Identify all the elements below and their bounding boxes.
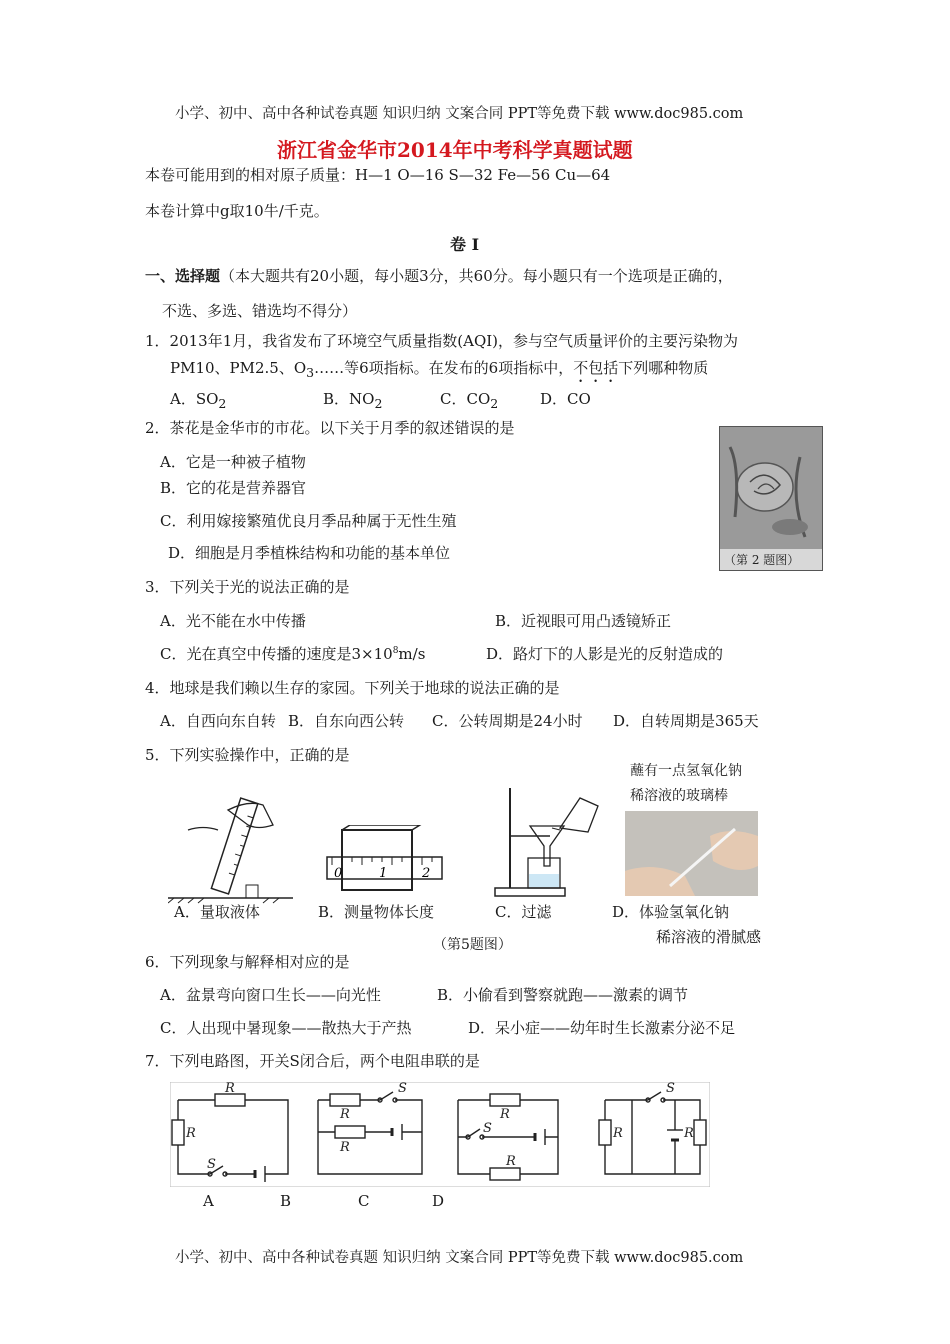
page-footer: 小学、初中、高中各种试卷真题 知识归纳 文案合同 PPT等免费下载 www.doc985.com [175,1250,744,1266]
q7-label-b: B [280,1192,292,1210]
q5-option-a: A．量取液体 [174,903,260,921]
q5-photo-label-1: 蘸有一点氢氧化钠 [630,763,742,779]
q4-option-b: B．自东向西公转 [288,712,405,730]
section-desc-2: 不选、多选、错选均不得分） [162,302,358,320]
q7-stem: 7．下列电路图，开关S闭合后，两个电阻串联的是 [145,1052,480,1070]
q5-fig-d-photo [625,811,758,896]
q3-option-a: A．光不能在水中传播 [160,612,306,630]
circuit-b-r-top: R [340,1107,350,1122]
q6-option-d: D．呆小症——幼年时生长激素分泌不足 [468,1019,736,1037]
q3-stem: 3．下列关于光的说法正确的是 [145,578,350,596]
q5-option-b: B．测量物体长度 [318,903,435,921]
circuit-d-s: S [666,1082,675,1096]
q7-circuit-diagrams [170,1082,710,1187]
circuit-b [318,1092,422,1174]
q2-stem: 2．茶花是金华市的市花。以下关于月季的叙述错误的是 [145,419,515,437]
q1-stem-line1: 1．2013年1月，我省发布了环境空气质量指数(AQI)，参与空气质量评价的主要污染物为 [145,332,739,350]
page-title: 浙江省金华市2014年中考科学真题试题 [277,138,633,162]
ruler-label-2: 2 [422,866,431,881]
flower-image [720,427,822,570]
circuit-c-r-bottom: R [506,1154,516,1169]
circuit-c-s: S [483,1121,492,1136]
q1-option-c-text: C．CO [440,390,491,408]
q5-option-c: C．过滤 [495,903,552,921]
q5-figure-caption: （第5题图） [433,937,512,953]
q3-option-b: B．近视眼可用凸透镜矫正 [495,612,672,630]
q5-photo-label-2: 稀溶液的玻璃棒 [630,788,728,804]
q1-line2-part-b: ……等6项指标。在发布的6项指标中， [314,359,574,377]
q1-option-a-text: A．SO [170,390,219,408]
circuit-b-r-mid: R [340,1140,350,1155]
circuit-a-r-left: R [186,1126,196,1141]
section-desc-1: （本大题共有20小题，每小题3分，共60分。每小题只有一个选项是正确的， [220,267,733,285]
q6-stem: 6．下列现象与解释相对应的是 [145,953,350,971]
q7-label-a: A [203,1192,214,1210]
q3-option-d: D．路灯下的人影是光的反射造成的 [486,645,724,663]
q3-option-c-sup: 8 [392,646,399,656]
circuit-d-r-left: R [613,1126,623,1141]
q2-option-c: C．利用嫁接繁殖优良月季品种属于无性生殖 [160,512,457,530]
circuit-a-r-top: R [225,1082,235,1096]
q1-option-a [170,388,226,411]
q5-option-d: D．体验氢氧化钠 [612,903,730,921]
q7-label-c: C [358,1192,370,1210]
q6-option-a: A．盆景弯向窗口生长——向光性 [160,986,381,1004]
q1-option-c [440,388,498,411]
q3-option-c-text: C．光在真空中传播的速度是3×10 [160,645,393,663]
q4-option-d: D．自转周期是365天 [613,712,759,730]
section-heading-line [145,265,733,286]
gravity-note: 本卷计算中g取10牛/千克。 [145,202,329,220]
ruler-label-0: 0 [334,866,343,881]
q2-option-b: B．它的花是营养器官 [160,479,307,497]
q4-option-c: C．公转周期是24小时 [432,712,583,730]
q1-line2-part-a: PM10、PM2.5、O [170,359,307,377]
q3-option-c-unit: m/s [398,645,426,663]
q1-emphasis: 不包括 [573,359,619,377]
q5-fig-b-ruler [322,825,447,900]
q7-label-d: D [432,1192,445,1210]
circuit-a-s: S [207,1157,216,1172]
circuit-c-r-top: R [500,1107,510,1122]
q6-option-b: B．小偷看到警察就跑——激素的调节 [437,986,689,1004]
section-heading: 一、选择题 [145,267,221,285]
q6-option-c: C．人出现中暑现象——散热大于产热 [160,1019,412,1037]
volume-label: 卷 Ⅰ [450,235,480,254]
q1-option-b-sub: 2 [374,396,383,411]
q3-option-c [160,643,425,664]
ruler-label-1: 1 [379,866,388,881]
hands-image [625,811,758,896]
atomic-mass-note: 本卷可能用到的相对原子质量：H—1 O—16 S—32 Fe—56 Cu—64 [145,166,611,184]
q4-stem: 4．地球是我们赖以生存的家园。下列关于地球的说法正确的是 [145,679,560,697]
q5-fig-c-filtration [490,788,605,900]
q2-option-d: D．细胞是月季植株结构和功能的基本单位 [168,544,451,562]
q1-option-c-sub: 2 [490,396,499,411]
q2-flower-photo [719,426,823,571]
q1-line2-part-c: 下列哪种物质 [618,359,709,377]
q2-option-a: A．它是一种被子植物 [160,453,306,471]
q1-option-b [323,388,382,411]
q1-option-a-sub: 2 [218,396,227,411]
q5-option-d-line2: 稀溶液的滑腻感 [656,928,762,946]
q1-option-d: D．CO [540,390,591,408]
page-header: 小学、初中、高中各种试卷真题 知识归纳 文案合同 PPT等免费下载 www.doc985.com [175,106,744,122]
circuit-b-s: S [398,1082,407,1096]
q1-stem-line2 [170,357,708,386]
circuit-d-r-right: R [684,1126,694,1141]
q1-o3-subscript: 3 [306,365,315,380]
q2-figure-caption: （第 2 题图） [724,553,800,567]
q1-option-b-text: B．NO [323,390,375,408]
q4-option-a: A．自西向东自转 [160,712,276,730]
q5-fig-a-cylinder [168,795,293,905]
q5-stem: 5．下列实验操作中，正确的是 [145,746,350,764]
